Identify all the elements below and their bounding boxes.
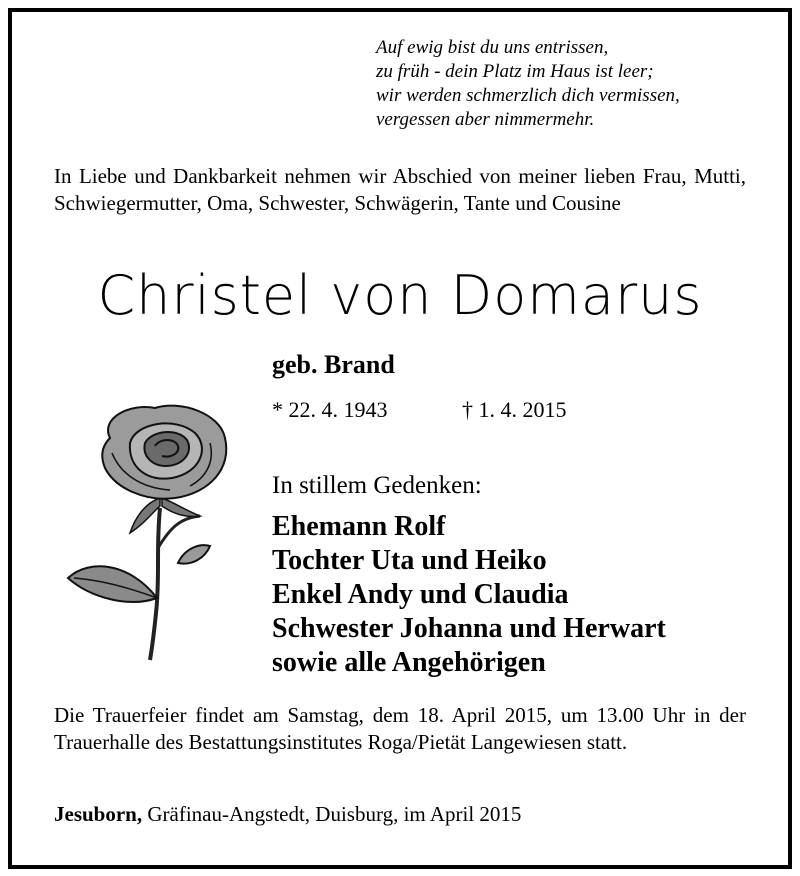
intro-text: In Liebe und Dankbarkeit nehmen wir Abschied von meiner lieben Frau, Mutti, Schwiegermutter, Oma, Schwester, Schwägerin, Tante und Cousine — [54, 164, 746, 215]
death-date: † 1. 4. 2015 — [462, 397, 567, 422]
life-dates — [272, 397, 567, 423]
place-line — [54, 802, 521, 827]
memory-heading: In stillem Gedenken: — [272, 472, 482, 499]
birth-date: * 22. 4. 1943 — [272, 397, 388, 422]
place-rest: Gräfinau-Angstedt, Duisburg, im April 2015 — [142, 802, 522, 826]
rose-icon — [60, 398, 240, 664]
poem — [376, 36, 680, 132]
mourners-list — [272, 510, 666, 680]
mourner-entry: Enkel Andy und Claudia — [272, 579, 569, 610]
deceased-name: Christel von Domarus — [97, 264, 703, 327]
mourner-entry: Schwester Johanna und Herwart — [272, 613, 666, 644]
maiden-name: geb. Brand — [272, 350, 395, 379]
poem-line: wir werden schmerzlich dich vermissen, — [376, 85, 680, 106]
service-text: Die Trauerfeier findet am Samstag, dem 18. April 2015, um 13.00 Uhr in der Trauerhalle des Bestattungsinstitutes Roga/Pietät Langewiesen statt. — [54, 703, 746, 754]
poem-line: Auf ewig bist du uns entrissen, — [376, 37, 609, 58]
mourner-entry: Tochter Uta und Heiko — [272, 545, 547, 576]
place-town: Jesuborn, — [54, 802, 143, 826]
poem-line: vergessen aber nimmermehr. — [376, 109, 595, 130]
mourner-entry: Ehemann Rolf — [272, 511, 446, 542]
mourner-entry: sowie alle Angehörigen — [272, 647, 546, 678]
poem-line: zu früh - dein Platz im Haus ist leer; — [376, 61, 654, 82]
